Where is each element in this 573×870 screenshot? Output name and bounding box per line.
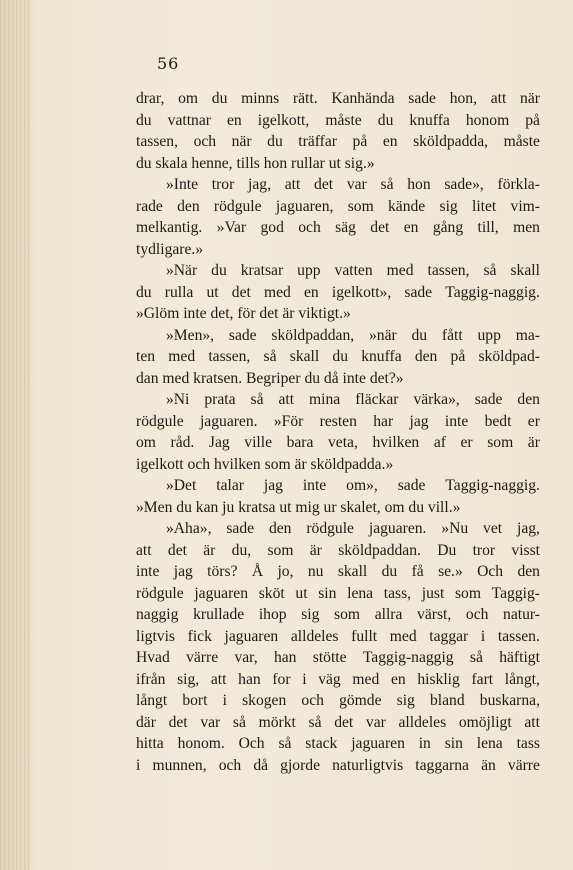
text-line: »Aha», sade den rödgule jaguaren. »Nu vet jag, [166,520,540,537]
text-line: du rulla ut det med en igelkott», sade Taggig-naggig. [136,283,540,301]
text-line: att det är du, som är sköldpaddan. Du tror visst [136,541,540,559]
body-text [136,88,540,776]
text-line: hitta honom. Och så stack jaguaren in sin lena tass [136,735,540,752]
text-line: rade den rödgule jaguaren, som kände sig litet vim- [136,197,540,215]
text-line: melkantig. »Var god och säg det en gång till, men [136,219,540,236]
text-line: rödgule jaguaren. »För resten har jag inte bedt er [136,412,540,430]
text-line: tydligare.» [136,240,204,258]
text-line: igelkott och hvilken som är sköldpadda.» [136,455,394,473]
text-line: Hvad värre var, han stötte Taggig-naggig så häftigt [136,649,540,666]
text-line: inte jag törs? Å jo, nu skall du få se.» Och den [136,563,540,580]
text-line: drar, om du minns rätt. Kanhända sade hon, att när [136,90,540,107]
text-line: långt bort i skogen och gömde sig bland buskarna, [136,692,540,709]
text-line: »Inte tror jag, att det var så hon sade», förkla- [166,176,540,193]
text-line: »Det talar jag inte om», sade Taggig-naggig. [166,477,540,494]
text-line: rödgule jaguaren sköt ut sin lena tass, just som Taggig- [136,584,540,602]
text-line: »När du kratsar upp vatten med tassen, så skall [166,262,540,279]
text-line: tassen, och när du träffar på en sköldpadda, måste [136,133,540,150]
text-line: dan med kratsen. Begriper du då inte det?» [136,369,404,387]
text-line: »Men», sade sköldpaddan, »när du fått upp ma- [166,326,540,344]
text-line: ten med tassen, så skall du knuffa den på sköldpad- [136,348,540,365]
text-line: du vattnar en igelkott, måste du knuffa honom på [136,111,540,129]
page-binding-edge [0,0,30,870]
text-line: »Glöm inte det, för det är viktigt.» [136,305,351,322]
page-number: 56 [157,54,180,73]
text-line: ligtvis fick jaguaren alldeles fullt med taggar i tassen. [136,627,540,645]
text-line: i munnen, och då gjorde naturligtvis taggarna än värre [136,756,540,774]
text-line: du skala henne, tills hon rullar ut sig.» [136,154,375,172]
text-line: »Men du kan ju kratsa ut mig ur skalet, om du vill.» [136,498,461,516]
text-line: om råd. Jag ville bara veta, hvilken af er som är [136,434,540,451]
text-line: »Ni prata så att mina fläckar värka», sade den [166,391,540,408]
text-line: där det var så mörkt så det var alldeles omöjligt att [136,713,540,731]
text-line: ifrån sig, att han for i väg med en hisklig fart långt, [136,670,540,688]
text-line: naggig krullade ihop sig som allra värst, och natur- [136,606,540,623]
